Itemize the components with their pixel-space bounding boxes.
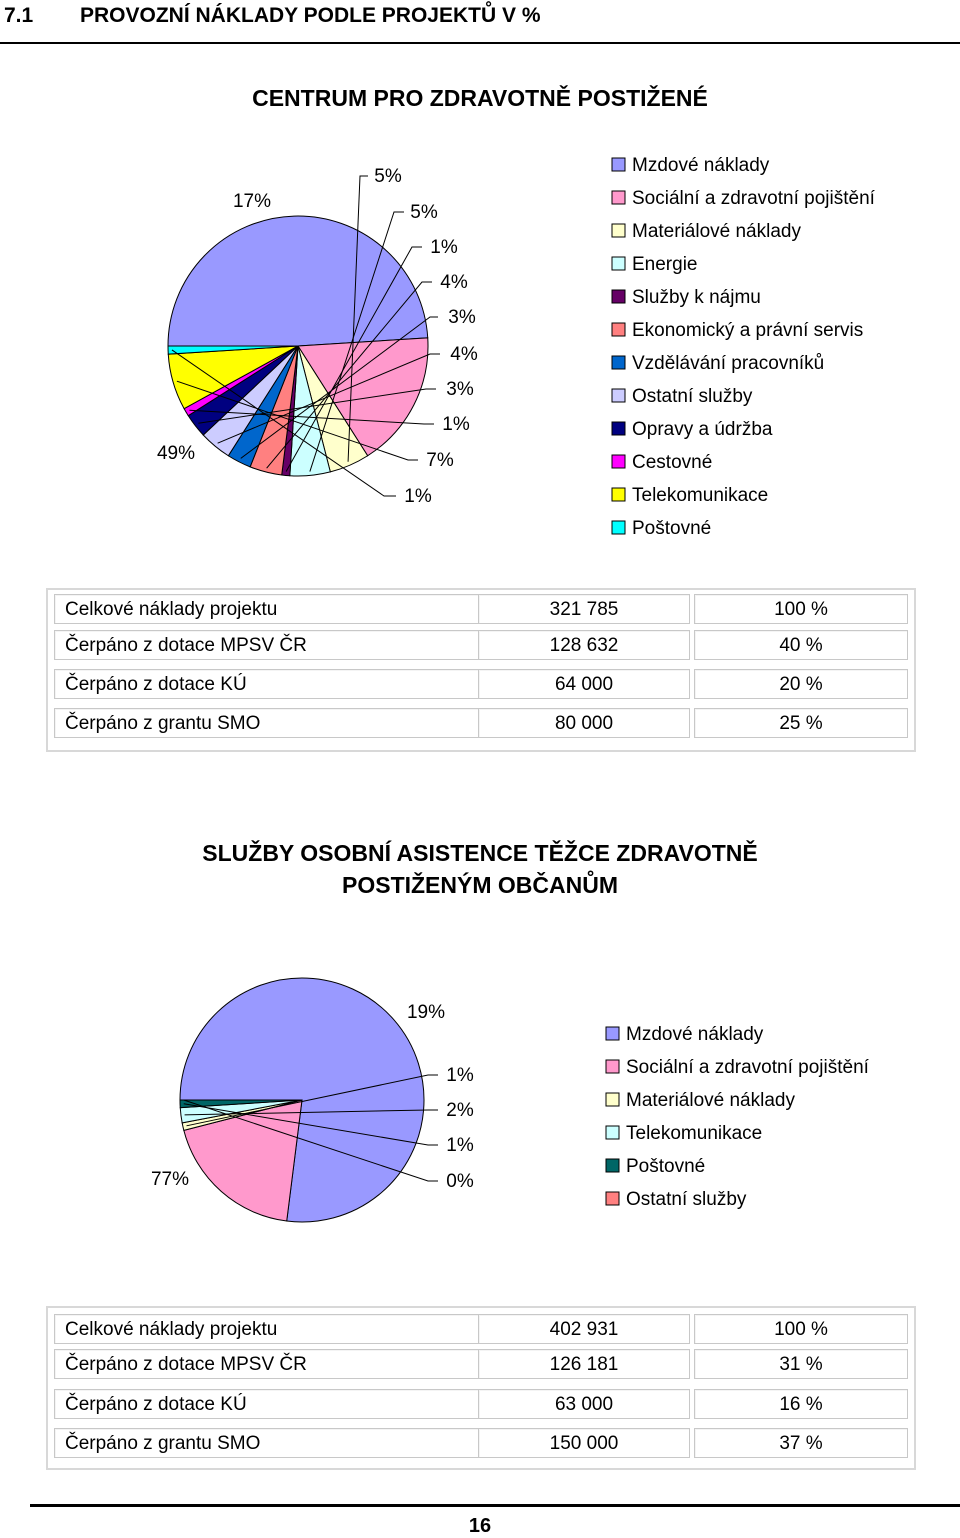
table2-cell: Čerpáno z dotace KÚ xyxy=(54,1389,480,1419)
table2-cell: Čerpáno z dotace MPSV ČR xyxy=(54,1349,480,1379)
section-number: 7.1 xyxy=(4,4,34,27)
chart1-data-label-6: 3% xyxy=(448,307,476,328)
chart1-legend-label-6: Vzdělávání pracovníků xyxy=(632,353,825,374)
chart2-data-label-1: 19% xyxy=(406,1002,446,1023)
chart2-data-label-3: 2% xyxy=(446,1100,474,1121)
table2-cell: 126 181 xyxy=(478,1349,690,1379)
chart1-data-label-4: 1% xyxy=(430,237,458,258)
table1-cell: 20 % xyxy=(694,669,908,699)
table1-cell: Čerpáno z dotace KÚ xyxy=(54,669,480,699)
table2 xyxy=(46,1306,916,1470)
table1-cell: 128 632 xyxy=(478,630,690,660)
header-rule xyxy=(0,42,960,44)
chart2-legend-swatch-5 xyxy=(606,1192,619,1205)
chart1-legend-label-2: Materiálové náklady xyxy=(632,221,801,242)
table2-cell: 31 % xyxy=(694,1349,908,1379)
chart1-legend-label-10: Telekomunikace xyxy=(632,485,769,506)
chart1-data-label-5: 4% xyxy=(440,272,468,293)
chart1-legend-label-8: Opravy a údržba xyxy=(632,419,773,440)
chart1-slice-0 xyxy=(168,216,428,346)
table2-cell: 63 000 xyxy=(478,1389,690,1419)
chart2-data-label-0: 77% xyxy=(150,1169,190,1190)
footer-rule xyxy=(30,1504,960,1507)
chart1-data-label-3: 5% xyxy=(410,202,438,223)
table2-cell: 150 000 xyxy=(478,1428,690,1458)
chart1-legend-label-3: Energie xyxy=(632,254,698,275)
chart2-title xyxy=(0,837,960,901)
chart1-legend-swatch-11 xyxy=(612,521,625,534)
chart1-title: CENTRUM PRO ZDRAVOTNĚ POSTIŽENÉ xyxy=(252,85,708,111)
chart2-legend-swatch-2 xyxy=(606,1093,619,1106)
chart2-data-label-2: 1% xyxy=(446,1065,474,1086)
table1-cell: Celkové náklady projektu xyxy=(54,594,480,624)
section-title: PROVOZNÍ NÁKLADY PODLE PROJEKTŮ V % xyxy=(80,4,541,27)
page-number: 16 xyxy=(468,1515,492,1537)
chart2-legend-label-4: Poštovné xyxy=(626,1156,706,1177)
chart1-legend-swatch-1 xyxy=(612,191,625,204)
chart1-legend-swatch-6 xyxy=(612,356,625,369)
chart2-legend-swatch-1 xyxy=(606,1060,619,1073)
chart1-legend-label-9: Cestovné xyxy=(632,452,713,473)
chart1-legend-label-5: Ekonomický a právní servis xyxy=(632,320,864,341)
table1-cell: 321 785 xyxy=(478,594,690,624)
chart1-data-label-11: 1% xyxy=(404,486,432,507)
chart2-legend-label-0: Mzdové náklady xyxy=(626,1024,764,1045)
chart1-legend-swatch-3 xyxy=(612,257,625,270)
chart1-legend-swatch-5 xyxy=(612,323,625,336)
chart1-data-label-0: 49% xyxy=(156,443,196,464)
chart2-legend-label-3: Telekomunikace xyxy=(626,1123,763,1144)
chart1-legend-swatch-4 xyxy=(612,290,625,303)
table2-cell: 402 931 xyxy=(478,1314,690,1344)
chart1-legend-swatch-0 xyxy=(612,158,625,171)
chart2-title-line: POSTIŽENÝM OBČANŮM xyxy=(342,872,618,898)
table1 xyxy=(46,588,916,752)
chart2-legend-swatch-0 xyxy=(606,1027,619,1040)
chart1-pie xyxy=(0,140,960,560)
chart1-data-label-7: 4% xyxy=(450,344,478,365)
chart1-legend-label-11: Poštovné xyxy=(632,518,712,539)
chart1-legend-swatch-7 xyxy=(612,389,625,402)
section-header xyxy=(0,0,960,44)
chart1-legend-swatch-8 xyxy=(612,422,625,435)
table1-cell: Čerpáno z dotace MPSV ČR xyxy=(54,630,480,660)
chart2-legend-label-1: Sociální a zdravotní pojištění xyxy=(626,1057,869,1078)
table1-cell: Čerpáno z grantu SMO xyxy=(54,708,480,738)
chart1-legend-swatch-2 xyxy=(612,224,625,237)
table1-cell: 100 % xyxy=(694,594,908,624)
chart2-data-label-4: 1% xyxy=(446,1135,474,1156)
chart2-legend-swatch-3 xyxy=(606,1126,619,1139)
chart2-legend-label-5: Ostatní služby xyxy=(626,1189,747,1210)
table2-cell: Celkové náklady projektu xyxy=(54,1314,480,1344)
chart1-data-label-1: 17% xyxy=(232,191,272,212)
table2-cell: Čerpáno z grantu SMO xyxy=(54,1428,480,1458)
chart2-legend-label-2: Materiálové náklady xyxy=(626,1090,795,1111)
chart2-legend-swatch-4 xyxy=(606,1159,619,1172)
chart1-data-label-9: 1% xyxy=(442,414,470,435)
table1-cell: 25 % xyxy=(694,708,908,738)
chart1-data-label-8: 3% xyxy=(446,379,474,400)
chart1-data-label-10: 7% xyxy=(426,450,454,471)
chart2-pie xyxy=(0,960,960,1230)
chart2-data-label-5: 0% xyxy=(446,1171,474,1192)
chart1-legend-swatch-10 xyxy=(612,488,625,501)
table1-cell: 80 000 xyxy=(478,708,690,738)
table1-cell: 40 % xyxy=(694,630,908,660)
chart1-data-label-2: 5% xyxy=(374,166,402,187)
table2-cell: 100 % xyxy=(694,1314,908,1344)
table2-cell: 37 % xyxy=(694,1428,908,1458)
chart1-legend-label-4: Služby k nájmu xyxy=(632,287,761,308)
table2-cell: 16 % xyxy=(694,1389,908,1419)
chart2-title-line: SLUŽBY OSOBNÍ ASISTENCE TĚŽCE ZDRAVOTNĚ xyxy=(202,840,758,866)
chart1-legend-label-1: Sociální a zdravotní pojištění xyxy=(632,188,875,209)
chart1-legend-label-0: Mzdové náklady xyxy=(632,155,770,176)
table1-cell: 64 000 xyxy=(478,669,690,699)
chart1-legend-label-7: Ostatní služby xyxy=(632,386,753,407)
chart1-legend-swatch-9 xyxy=(612,455,625,468)
